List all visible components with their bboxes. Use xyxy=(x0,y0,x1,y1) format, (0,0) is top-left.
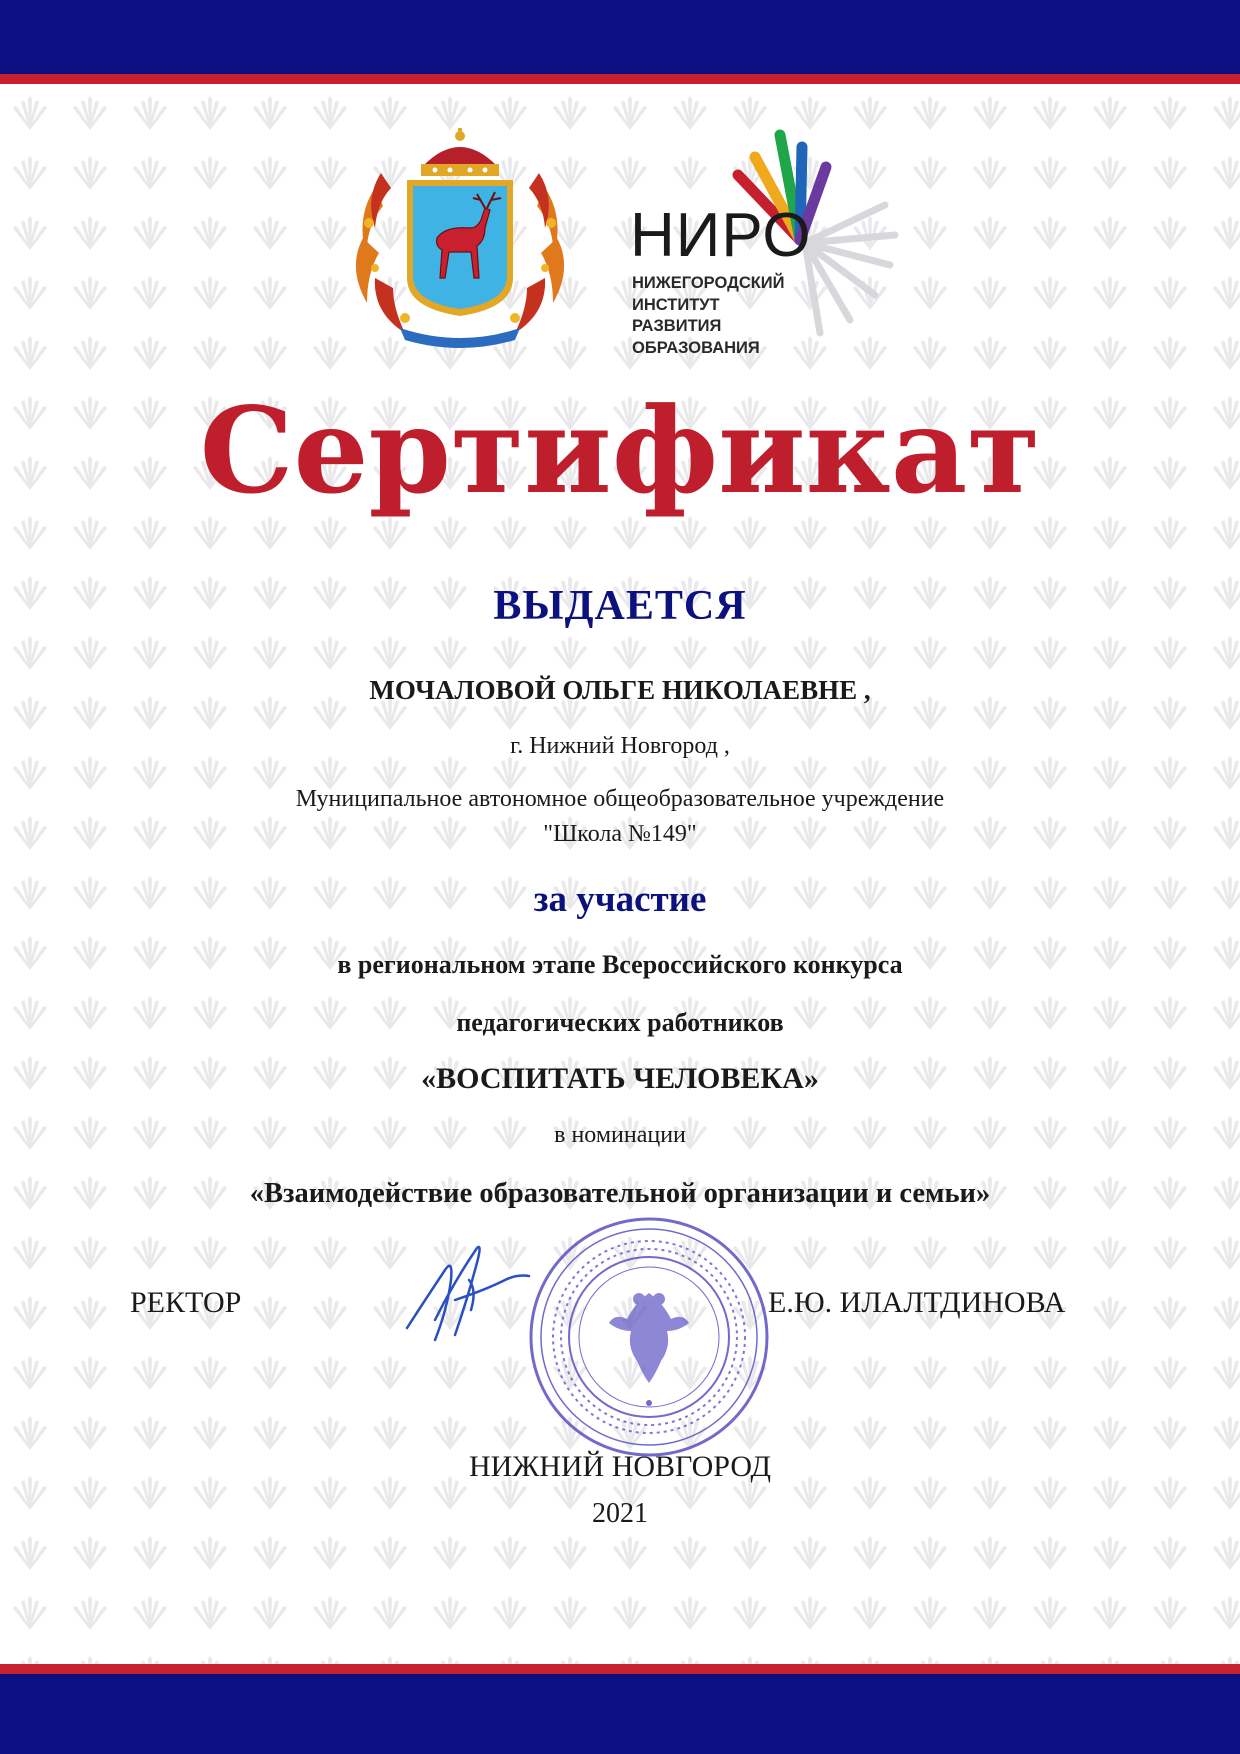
niro-subtitle-line: ОБРАЗОВАНИЯ xyxy=(632,338,760,357)
rector-name: Е.Ю. ИЛАЛТДИНОВА xyxy=(768,1286,1066,1319)
issued-label: ВЫДАЕТСЯ xyxy=(493,583,747,629)
handwritten-signature-icon xyxy=(405,1240,535,1350)
niro-subtitle-line: РАЗВИТИЯ xyxy=(632,317,722,335)
stage-line-1: в региональном этапе Всероссийского конкурса xyxy=(337,950,903,979)
niro-wordmark: НИРО xyxy=(630,201,812,270)
recipient-city: г. Нижний Новгород , xyxy=(510,733,730,759)
nomination-label: в номинации xyxy=(554,1122,686,1148)
official-stamp-icon xyxy=(527,1215,772,1460)
contest-name: «ВОСПИТАТЬ ЧЕЛОВЕКА» xyxy=(421,1062,819,1095)
niro-subtitle-line: ИНСТИТУТ xyxy=(632,295,720,314)
footer-year: 2021 xyxy=(592,1498,648,1529)
bottom-band xyxy=(0,1674,1240,1754)
rector-label: РЕКТОР xyxy=(130,1286,242,1319)
bottom-red-stripe xyxy=(0,1664,1240,1674)
organization-line-1: Муниципальное автономное общеобразовательное учреждение xyxy=(295,786,945,812)
coat-of-arms-icon xyxy=(345,128,575,353)
certificate-title: Сертификат xyxy=(199,381,1041,520)
nomination-name: «Взаимодействие образовательной организации и семьи» xyxy=(249,1178,991,1209)
niro-subtitle-line: НИЖЕГОРОДСКИЙ xyxy=(632,274,785,292)
top-red-stripe xyxy=(0,74,1240,84)
organization-line-2: "Школа №149" xyxy=(543,821,697,847)
footer-city: НИЖНИЙ НОВГОРОД xyxy=(469,1450,771,1483)
top-band xyxy=(0,0,1240,74)
niro-logo xyxy=(630,125,920,360)
stage-line-2: педагогических работников xyxy=(456,1008,784,1037)
niro-subtitle xyxy=(632,273,785,359)
for-participation-label: за участие xyxy=(533,879,707,920)
recipient-name: МОЧАЛОВОЙ ОЛЬГЕ НИКОЛАЕВНЕ , xyxy=(369,675,871,705)
